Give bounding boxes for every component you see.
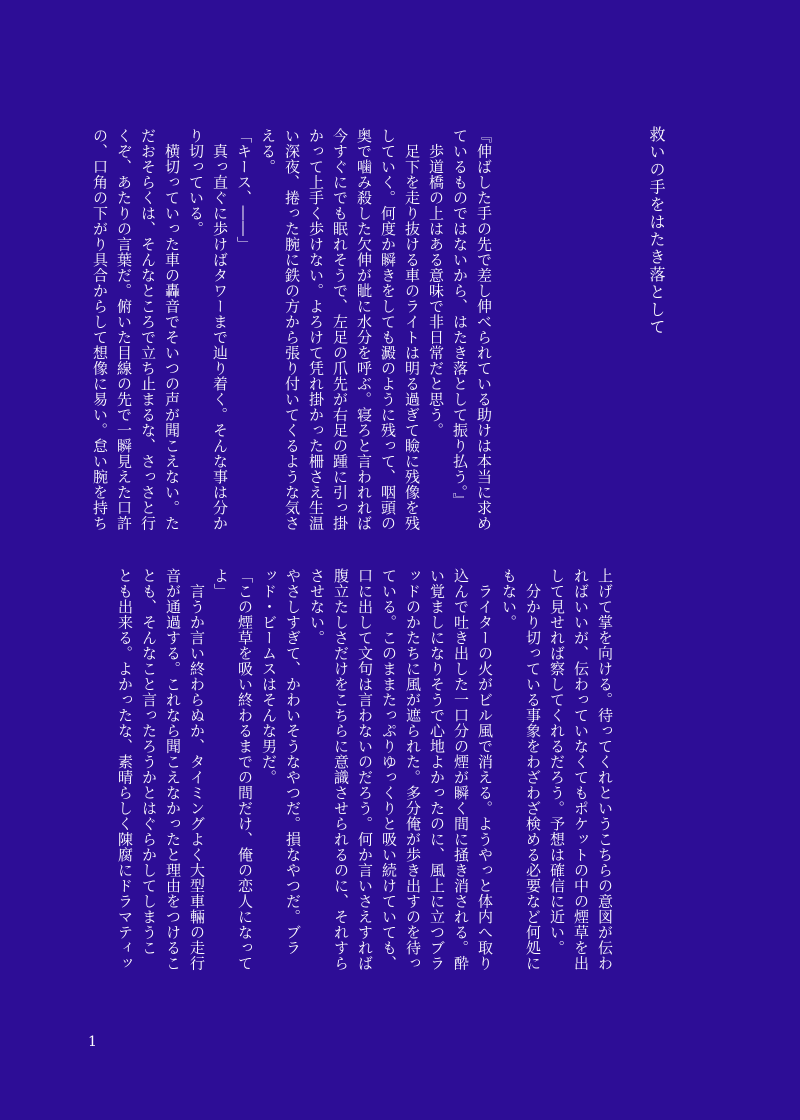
text-line: の、口角の下がり具合からして想像に易い。怠い腕を持ち — [91, 128, 109, 531]
text-line: かって上手く歩けない。よろけて凭れ掛かった柵さえ生温 — [307, 128, 325, 531]
text-line: 奥で噛み殺した欠伸が眦に水分を呼ぶ。寝ろと言われれば — [355, 128, 373, 531]
text-line: して見せれば察してくれるだろう。予想は確信に近い。 — [548, 568, 566, 956]
text-line: ッドのかたちに風が遮られた。多分俺が歩き出すのを待っ — [404, 568, 422, 971]
text-line: える。 — [259, 128, 277, 175]
text-line: していく。何度か瞬きをしても澱のように残って、咽頭の — [379, 128, 397, 531]
text-line: 『伸ばした手の先で差し伸べられている助けは本当に求め — [475, 128, 493, 531]
text-line: 横切っていった車の轟音でそいつの声が聞こえない。た — [163, 128, 181, 531]
text-line: 分かり切っている事象をわざわざ検める必要など何処に — [524, 568, 542, 971]
text-line: もない。 — [500, 568, 518, 630]
text-line: 上げて掌を向ける。待ってくれというこちらの意図が伝わ — [596, 568, 614, 971]
text-line: 今すぐにでも眠れそうで、左足の爪先が右足の踵に引っ掛 — [331, 128, 349, 531]
text-line: 込んで吐き出した一口分の煙が瞬く間に掻き消される。酔 — [452, 568, 470, 971]
text-line: よ」 — [212, 568, 230, 599]
text-line: 口に出して文句は言わないのだろう。何か言いさえすれば — [356, 568, 374, 971]
text-line: 「この煙草を吸い終わるまでの間だけ、俺の恋人になって — [236, 568, 254, 971]
text-line: だおそらくは、そんなところで立ち止まるな、さっさと行 — [139, 128, 157, 531]
text-line: 言うか言い終わらぬか、タイミングよく大型車輛の走行 — [188, 568, 206, 971]
text-line: ている。このままたっぷりゆっくりと吸い続けていても、 — [380, 568, 398, 971]
page-number: 1 — [88, 1034, 97, 1050]
text-line: ればいいが、伝わっていなくてもポケットの中の煙草を出 — [572, 568, 590, 971]
text-line: 音が通過する。これなら聞こえなかったと理由をつけるこ — [164, 568, 182, 971]
document-title: 救いの手をはたき落として — [647, 126, 666, 336]
bottom-text-block — [113, 568, 617, 988]
text-line: させない。 — [308, 568, 326, 646]
text-line: ッド・ビームスはそんな男だ。 — [260, 568, 278, 785]
top-text-block — [88, 128, 496, 548]
text-line: 「キース、――」 — [235, 128, 253, 252]
text-line: とも出来る。よかったな、素晴らしく陳腐にドラマティッ — [116, 568, 134, 971]
text-line: 真っ直ぐに歩けばタワーまで辿り着く。そんな事は分か — [211, 128, 229, 531]
text-line: くぞ、あたりの言葉だ。俯いた目線の先で一瞬見えた口許 — [115, 128, 133, 531]
text-line: やさしすぎて、かわいそうなやつだ。損なやつだ。ブラ — [284, 568, 302, 956]
text-line: 腹立たしさだけをこちらに意識させられるのに、それすら — [332, 568, 350, 971]
text-line: 歩道橋の上はある意味で非日常だと思う。 — [427, 128, 445, 438]
text-line: い深夜、捲った腕に鉄の方から張り付いてくるような気さ — [283, 128, 301, 531]
text-line: ライターの火がビル風で消える。ようやっと体内へ取り — [476, 568, 494, 971]
text-line: い覚ましになりそうで心地よかったのに、風上に立つブラ — [428, 568, 446, 971]
text-line: とも、そんなこと言ったろうかとはぐらかしてしまうこ — [140, 568, 158, 956]
text-line: り切っている。 — [187, 128, 205, 237]
text-line: 足下を走り抜ける車のライトは明る過ぎて瞼に残像を残 — [403, 128, 421, 531]
text-line: ているものではないから、はたき落として振り払う。』 — [451, 128, 469, 508]
